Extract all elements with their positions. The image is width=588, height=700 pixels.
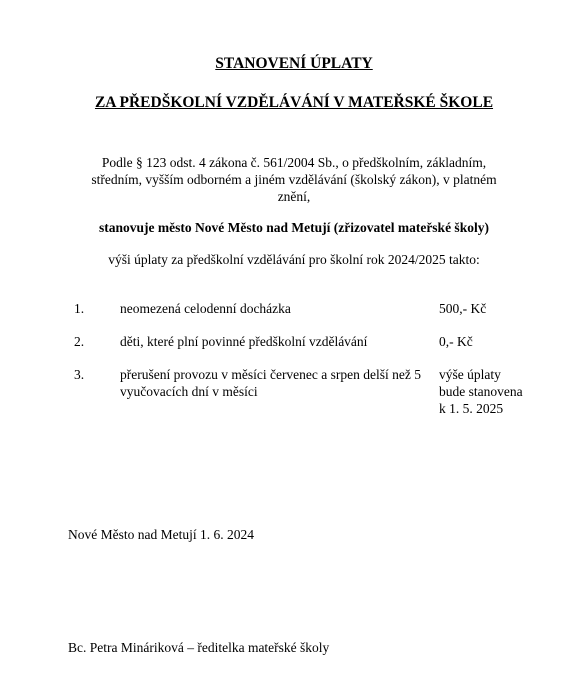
- fee-description: neomezená celodenní docházka: [120, 301, 291, 316]
- place-and-date: Nové Město nad Metují 1. 6. 2024: [68, 527, 254, 542]
- fee-number: 1.: [74, 301, 85, 316]
- document-subtitle-heading: ZA PŘEDŠKOLNÍ VZDĚLÁVÁNÍ V MATEŘSKÉ ŠKOLE: [94, 94, 494, 111]
- decree-statement: stanovuje město Nové Město nad Metují (zřizovatel mateřské školy): [99, 220, 489, 235]
- fee-number: 2.: [74, 334, 85, 349]
- document-title: STANOVENÍ ÚPLATY: [215, 55, 373, 72]
- fee-amount: výše úplaty bude stanovena k 1. 5. 2025: [439, 367, 523, 416]
- fee-description: děti, které plní povinné předškolní vzdělávání: [120, 334, 368, 349]
- fee-amount: 0,- Kč: [439, 334, 473, 349]
- signature-line: Bc. Petra Mináriková – ředitelka mateřské školy: [68, 640, 330, 655]
- fee-intro-line: výši úplaty za předškolní vzdělávání pro školní rok 2024/2025 takto:: [108, 252, 480, 267]
- legal-basis-paragraph: Podle § 123 odst. 4 zákona č. 561/2004 Sb., o předškolním, základním, středním, vyšším odborném a jiném vzdělávání (školský zákon), v platném znění,: [91, 155, 497, 204]
- fee-description: přerušení provozu v měsíci červenec a srpen delší než 5 vyučovacích dní v měsíci: [120, 367, 422, 399]
- fee-number: 3.: [74, 367, 85, 382]
- fee-amount: 500,- Kč: [439, 301, 487, 316]
